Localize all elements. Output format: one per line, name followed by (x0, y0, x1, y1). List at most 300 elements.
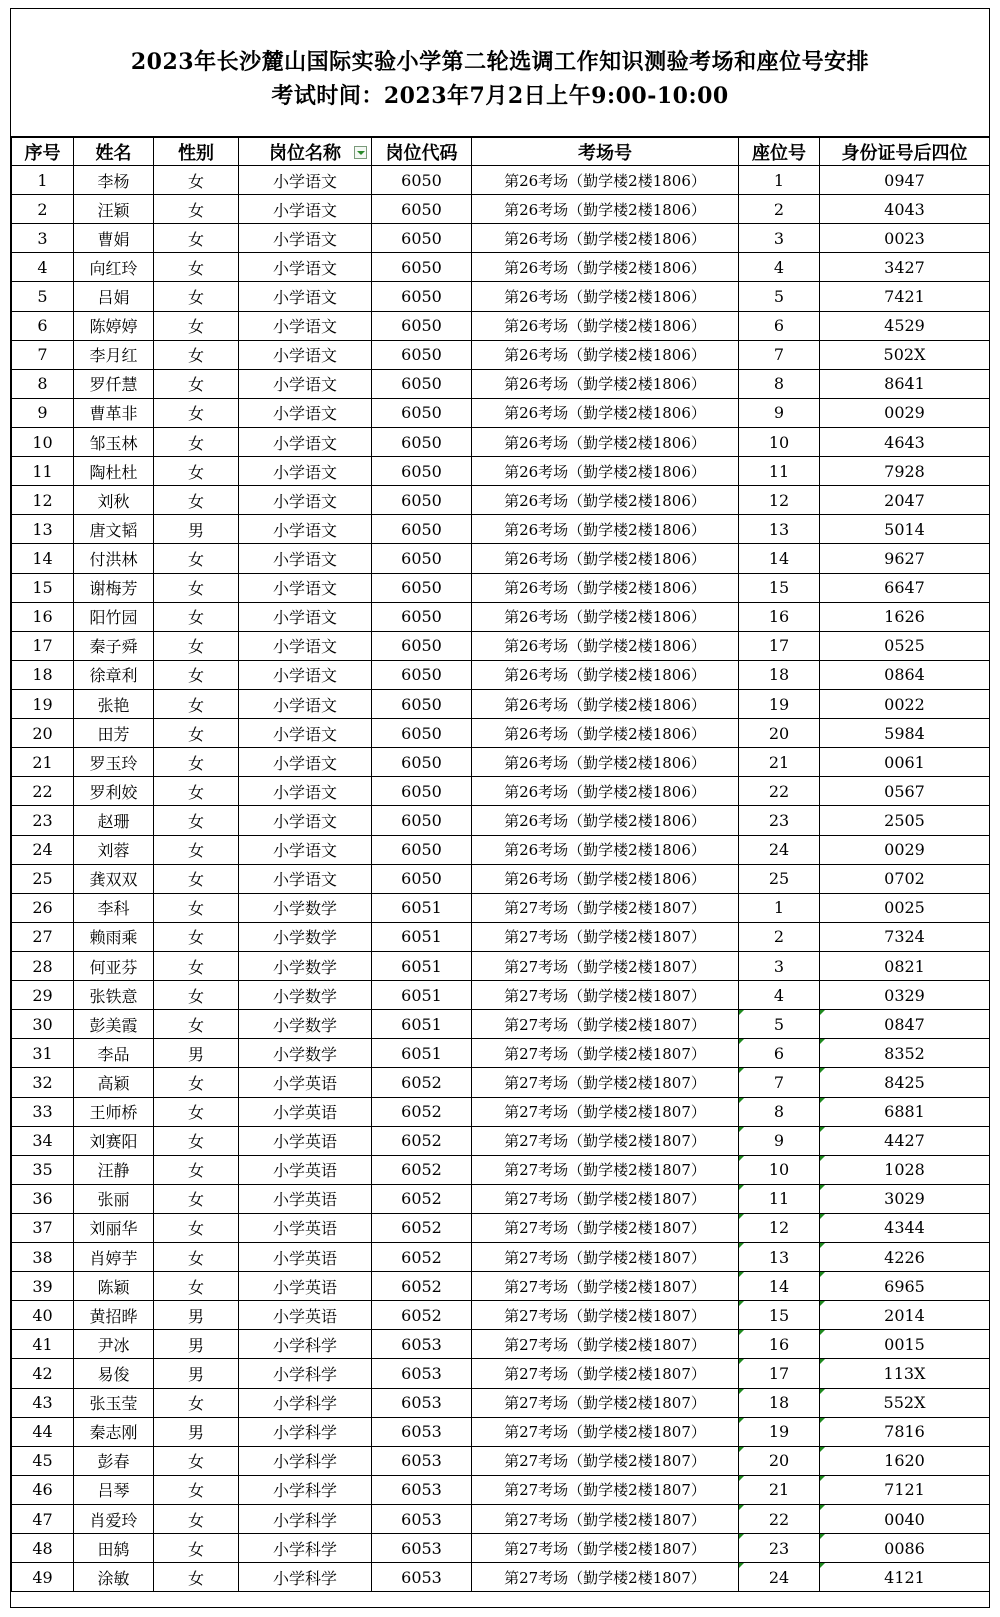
cell-position-code: 6050 (372, 806, 472, 835)
cell-gender: 女 (154, 1563, 239, 1592)
spreadsheet-sheet (10, 8, 990, 1608)
table-row (12, 1388, 990, 1417)
cell-position-code: 6050 (372, 777, 472, 806)
cell-id-last-four: 0821 (820, 951, 990, 980)
cell-id-last-four: 113X (820, 1359, 990, 1388)
cell-name: 陶杜杜 (74, 457, 154, 486)
cell-name: 田鸫 (74, 1534, 154, 1563)
cell-name: 田芳 (74, 719, 154, 748)
cell-seq: 22 (12, 777, 74, 806)
cell-position-code: 6050 (372, 748, 472, 777)
cell-id-last-four: 2047 (820, 486, 990, 515)
cell-position-code: 6050 (372, 515, 472, 544)
cell-position-code: 6050 (372, 602, 472, 631)
cell-seq: 35 (12, 1155, 74, 1184)
cell-seq: 8 (12, 369, 74, 398)
cell-position-name: 小学语文 (239, 253, 372, 282)
cell-position-name: 小学科学 (239, 1330, 372, 1359)
cell-position-code: 6053 (372, 1330, 472, 1359)
cell-id-last-four: 0025 (820, 893, 990, 922)
cell-id-last-four: 5014 (820, 515, 990, 544)
cell-position-name: 小学数学 (239, 951, 372, 980)
table-row (12, 922, 990, 951)
cell-position-code: 6050 (372, 835, 472, 864)
header-name: 姓名 (74, 138, 154, 166)
cell-exam-room: 第27考场（勤学楼2楼1807） (472, 1126, 739, 1155)
cell-gender: 女 (154, 777, 239, 806)
cell-seq: 27 (12, 922, 74, 951)
cell-position-name: 小学语文 (239, 398, 372, 427)
cell-name: 陈颖 (74, 1272, 154, 1301)
cell-position-code: 6051 (372, 922, 472, 951)
cell-seq: 5 (12, 282, 74, 311)
cell-seat-number: 23 (739, 1534, 820, 1563)
cell-id-last-four: 8641 (820, 369, 990, 398)
cell-seq: 21 (12, 748, 74, 777)
cell-seat-number: 21 (739, 1475, 820, 1504)
cell-position-name: 小学数学 (239, 1039, 372, 1068)
cell-position-code: 6051 (372, 1039, 472, 1068)
cell-seat-number: 6 (739, 311, 820, 340)
cell-name: 刘赛阳 (74, 1126, 154, 1155)
cell-position-code: 6050 (372, 340, 472, 369)
header-seq: 序号 (12, 138, 74, 166)
cell-position-name: 小学语文 (239, 835, 372, 864)
cell-exam-room: 第26考场（勤学楼2楼1806） (472, 166, 739, 195)
table-row (12, 660, 990, 689)
cell-name: 汪静 (74, 1155, 154, 1184)
cell-id-last-four: 4226 (820, 1243, 990, 1272)
cell-position-code: 6052 (372, 1155, 472, 1184)
cell-id-last-four: 6965 (820, 1272, 990, 1301)
cell-name: 张铁意 (74, 981, 154, 1010)
cell-position-code: 6050 (372, 166, 472, 195)
cell-position-code: 6050 (372, 660, 472, 689)
cell-id-last-four: 7816 (820, 1417, 990, 1446)
table-row (12, 486, 990, 515)
cell-exam-room: 第27考场（勤学楼2楼1807） (472, 1301, 739, 1330)
cell-position-code: 6051 (372, 1010, 472, 1039)
cell-exam-room: 第27考场（勤学楼2楼1807） (472, 951, 739, 980)
cell-position-name: 小学语文 (239, 719, 372, 748)
cell-gender: 男 (154, 1330, 239, 1359)
cell-seq: 9 (12, 398, 74, 427)
cell-position-name: 小学英语 (239, 1301, 372, 1330)
cell-seat-number: 22 (739, 1505, 820, 1534)
cell-gender: 男 (154, 1301, 239, 1330)
cell-seat-number: 18 (739, 660, 820, 689)
cell-exam-room: 第27考场（勤学楼2楼1807） (472, 1010, 739, 1039)
cell-position-code: 6051 (372, 893, 472, 922)
cell-gender: 女 (154, 253, 239, 282)
table-row (12, 1534, 990, 1563)
cell-position-code: 6053 (372, 1534, 472, 1563)
cell-seat-number: 20 (739, 719, 820, 748)
cell-gender: 女 (154, 864, 239, 893)
cell-id-last-four: 6647 (820, 573, 990, 602)
table-row (12, 427, 990, 456)
title-block (11, 9, 989, 137)
cell-seq: 36 (12, 1184, 74, 1213)
cell-exam-room: 第27考场（勤学楼2楼1807） (472, 1068, 739, 1097)
seating-table (11, 137, 990, 1592)
cell-name: 赵珊 (74, 806, 154, 835)
cell-seat-number: 9 (739, 1126, 820, 1155)
cell-seq: 45 (12, 1446, 74, 1475)
cell-position-code: 6050 (372, 544, 472, 573)
table-row (12, 1039, 990, 1068)
cell-position-code: 6053 (372, 1475, 472, 1504)
cell-exam-room: 第27考场（勤学楼2楼1807） (472, 1388, 739, 1417)
cell-exam-room: 第26考场（勤学楼2楼1806） (472, 573, 739, 602)
cell-id-last-four: 3029 (820, 1184, 990, 1213)
table-row (12, 631, 990, 660)
header-id-last-four: 身份证号后四位 (820, 138, 990, 166)
cell-exam-room: 第27考场（勤学楼2楼1807） (472, 1213, 739, 1242)
cell-seat-number: 12 (739, 486, 820, 515)
cell-gender: 女 (154, 1184, 239, 1213)
cell-exam-room: 第26考场（勤学楼2楼1806） (472, 806, 739, 835)
cell-exam-room: 第27考场（勤学楼2楼1807） (472, 1184, 739, 1213)
cell-seat-number: 18 (739, 1388, 820, 1417)
cell-name: 赖雨乘 (74, 922, 154, 951)
cell-seq: 34 (12, 1126, 74, 1155)
cell-gender: 女 (154, 1097, 239, 1126)
cell-position-name: 小学语文 (239, 195, 372, 224)
cell-position-name: 小学科学 (239, 1563, 372, 1592)
cell-id-last-four: 4344 (820, 1213, 990, 1242)
cell-gender: 女 (154, 1475, 239, 1504)
cell-seq: 47 (12, 1505, 74, 1534)
cell-name: 李月红 (74, 340, 154, 369)
cell-name: 李品 (74, 1039, 154, 1068)
cell-name: 易俊 (74, 1359, 154, 1388)
cell-name: 罗仟慧 (74, 369, 154, 398)
cell-position-code: 6051 (372, 951, 472, 980)
cell-seat-number: 6 (739, 1039, 820, 1068)
cell-seat-number: 15 (739, 1301, 820, 1330)
cell-seat-number: 5 (739, 1010, 820, 1039)
cell-gender: 女 (154, 1505, 239, 1534)
table-row (12, 981, 990, 1010)
cell-position-code: 6053 (372, 1417, 472, 1446)
cell-seat-number: 10 (739, 1155, 820, 1184)
cell-id-last-four: 0947 (820, 166, 990, 195)
cell-position-code: 6050 (372, 689, 472, 718)
table-row (12, 1563, 990, 1592)
cell-position-code: 6050 (372, 398, 472, 427)
cell-name: 张玉莹 (74, 1388, 154, 1417)
cell-name: 龚双双 (74, 864, 154, 893)
page-title: 2023年长沙麓山国际实验小学第二轮选调工作知识测验考场和座位号安排 (130, 49, 870, 75)
cell-seq: 19 (12, 689, 74, 718)
cell-position-code: 6050 (372, 253, 472, 282)
cell-position-code: 6052 (372, 1184, 472, 1213)
cell-position-code: 6050 (372, 573, 472, 602)
cell-position-code: 6050 (372, 224, 472, 253)
table-row (12, 864, 990, 893)
cell-exam-room: 第26考场（勤学楼2楼1806） (472, 253, 739, 282)
table-row (12, 224, 990, 253)
cell-gender: 女 (154, 1243, 239, 1272)
cell-seq: 11 (12, 457, 74, 486)
cell-exam-room: 第26考场（勤学楼2楼1806） (472, 660, 739, 689)
cell-name: 唐文韬 (74, 515, 154, 544)
cell-position-code: 6053 (372, 1446, 472, 1475)
cell-gender: 女 (154, 166, 239, 195)
cell-seq: 2 (12, 195, 74, 224)
cell-name: 罗利姣 (74, 777, 154, 806)
cell-seat-number: 8 (739, 1097, 820, 1126)
header-exam-room: 考场号 (472, 138, 739, 166)
cell-id-last-four: 4427 (820, 1126, 990, 1155)
cell-seq: 4 (12, 253, 74, 282)
cell-seq: 23 (12, 806, 74, 835)
cell-seq: 41 (12, 1330, 74, 1359)
cell-seq: 43 (12, 1388, 74, 1417)
cell-id-last-four: 0023 (820, 224, 990, 253)
cell-name: 黄招晔 (74, 1301, 154, 1330)
cell-seat-number: 24 (739, 835, 820, 864)
table-row (12, 573, 990, 602)
cell-name: 汪颖 (74, 195, 154, 224)
cell-gender: 女 (154, 631, 239, 660)
table-row (12, 1330, 990, 1359)
cell-seq: 44 (12, 1417, 74, 1446)
cell-position-name: 小学英语 (239, 1272, 372, 1301)
cell-seat-number: 5 (739, 282, 820, 311)
cell-gender: 女 (154, 1213, 239, 1242)
table-row (12, 1097, 990, 1126)
header-position-name[interactable] (239, 138, 372, 166)
cell-exam-room: 第26考场（勤学楼2楼1806） (472, 398, 739, 427)
exam-time-subtitle: 考试时间：2023年7月2日上午9:00-10:00 (271, 83, 729, 109)
cell-id-last-four: 0015 (820, 1330, 990, 1359)
cell-position-name: 小学语文 (239, 427, 372, 456)
cell-gender: 女 (154, 195, 239, 224)
cell-id-last-four: 8425 (820, 1068, 990, 1097)
table-row (12, 340, 990, 369)
cell-seat-number: 16 (739, 602, 820, 631)
cell-name: 秦志刚 (74, 1417, 154, 1446)
cell-position-name: 小学科学 (239, 1388, 372, 1417)
cell-id-last-four: 0525 (820, 631, 990, 660)
cell-seq: 30 (12, 1010, 74, 1039)
cell-position-name: 小学英语 (239, 1213, 372, 1242)
cell-seat-number: 3 (739, 951, 820, 980)
cell-name: 刘丽华 (74, 1213, 154, 1242)
table-row (12, 457, 990, 486)
cell-name: 吕琴 (74, 1475, 154, 1504)
cell-name: 李科 (74, 893, 154, 922)
cell-seq: 49 (12, 1563, 74, 1592)
cell-seat-number: 2 (739, 922, 820, 951)
cell-seat-number: 1 (739, 893, 820, 922)
cell-seat-number: 2 (739, 195, 820, 224)
cell-id-last-four: 1620 (820, 1446, 990, 1475)
cell-seq: 14 (12, 544, 74, 573)
cell-exam-room: 第26考场（勤学楼2楼1806） (472, 719, 739, 748)
cell-seq: 42 (12, 1359, 74, 1388)
cell-position-name: 小学语文 (239, 457, 372, 486)
cell-exam-room: 第26考场（勤学楼2楼1806） (472, 486, 739, 515)
cell-position-name: 小学语文 (239, 282, 372, 311)
cell-exam-room: 第26考场（勤学楼2楼1806） (472, 195, 739, 224)
cell-id-last-four: 2014 (820, 1301, 990, 1330)
cell-exam-room: 第26考场（勤学楼2楼1806） (472, 631, 739, 660)
cell-seq: 33 (12, 1097, 74, 1126)
cell-gender: 女 (154, 427, 239, 456)
cell-exam-room: 第27考场（勤学楼2楼1807） (472, 1475, 739, 1504)
cell-seq: 17 (12, 631, 74, 660)
cell-position-name: 小学语文 (239, 369, 372, 398)
table-row (12, 398, 990, 427)
cell-position-code: 6050 (372, 486, 472, 515)
cell-seat-number: 1 (739, 166, 820, 195)
cell-seat-number: 3 (739, 224, 820, 253)
cell-id-last-four: 8352 (820, 1039, 990, 1068)
cell-position-code: 6052 (372, 1243, 472, 1272)
cell-id-last-four: 0847 (820, 1010, 990, 1039)
cell-gender: 女 (154, 1068, 239, 1097)
header-seat-number: 座位号 (739, 138, 820, 166)
cell-gender: 男 (154, 1039, 239, 1068)
cell-name: 邹玉林 (74, 427, 154, 456)
cell-name: 向红玲 (74, 253, 154, 282)
cell-name: 王师桥 (74, 1097, 154, 1126)
header-row (12, 138, 990, 166)
cell-position-code: 6052 (372, 1272, 472, 1301)
cell-position-name: 小学英语 (239, 1184, 372, 1213)
cell-exam-room: 第26考场（勤学楼2楼1806） (472, 835, 739, 864)
cell-seq: 16 (12, 602, 74, 631)
cell-exam-room: 第26考场（勤学楼2楼1806） (472, 777, 739, 806)
cell-id-last-four: 7324 (820, 922, 990, 951)
cell-position-code: 6052 (372, 1068, 472, 1097)
table-row (12, 282, 990, 311)
cell-seq: 10 (12, 427, 74, 456)
cell-position-name: 小学语文 (239, 544, 372, 573)
cell-gender: 女 (154, 1155, 239, 1184)
cell-name: 张艳 (74, 689, 154, 718)
cell-seat-number: 19 (739, 689, 820, 718)
cell-seat-number: 21 (739, 748, 820, 777)
table-row (12, 166, 990, 195)
cell-position-code: 6052 (372, 1301, 472, 1330)
cell-name: 张丽 (74, 1184, 154, 1213)
cell-gender: 女 (154, 398, 239, 427)
cell-gender: 女 (154, 486, 239, 515)
cell-position-code: 6053 (372, 1563, 472, 1592)
cell-seat-number: 16 (739, 1330, 820, 1359)
cell-gender: 女 (154, 573, 239, 602)
cell-gender: 女 (154, 602, 239, 631)
cell-exam-room: 第26考场（勤学楼2楼1806） (472, 544, 739, 573)
cell-seat-number: 13 (739, 515, 820, 544)
cell-seat-number: 25 (739, 864, 820, 893)
cell-seat-number: 4 (739, 981, 820, 1010)
cell-seat-number: 8 (739, 369, 820, 398)
cell-position-code: 6050 (372, 457, 472, 486)
cell-seat-number: 20 (739, 1446, 820, 1475)
cell-position-code: 6050 (372, 195, 472, 224)
cell-id-last-four: 0029 (820, 398, 990, 427)
table-row (12, 777, 990, 806)
cell-gender: 女 (154, 1010, 239, 1039)
cell-exam-room: 第27考场（勤学楼2楼1807） (472, 1417, 739, 1446)
cell-gender: 女 (154, 951, 239, 980)
cell-id-last-four: 0086 (820, 1534, 990, 1563)
cell-seat-number: 4 (739, 253, 820, 282)
cell-id-last-four: 0567 (820, 777, 990, 806)
cell-name: 曹娟 (74, 224, 154, 253)
cell-position-name: 小学科学 (239, 1505, 372, 1534)
cell-id-last-four: 0329 (820, 981, 990, 1010)
cell-seq: 7 (12, 340, 74, 369)
cell-id-last-four: 6881 (820, 1097, 990, 1126)
cell-seat-number: 17 (739, 1359, 820, 1388)
cell-id-last-four: 4043 (820, 195, 990, 224)
cell-exam-room: 第27考场（勤学楼2楼1807） (472, 1272, 739, 1301)
cell-position-name: 小学英语 (239, 1126, 372, 1155)
cell-position-name: 小学语文 (239, 806, 372, 835)
cell-seq: 24 (12, 835, 74, 864)
header-position-code: 岗位代码 (372, 138, 472, 166)
cell-position-name: 小学科学 (239, 1359, 372, 1388)
cell-gender: 女 (154, 340, 239, 369)
cell-position-name: 小学数学 (239, 922, 372, 951)
cell-gender: 男 (154, 515, 239, 544)
table-row (12, 806, 990, 835)
cell-exam-room: 第27考场（勤学楼2楼1807） (472, 1505, 739, 1534)
cell-seq: 28 (12, 951, 74, 980)
filter-dropdown-icon[interactable] (354, 146, 367, 159)
cell-position-name: 小学语文 (239, 311, 372, 340)
cell-seat-number: 7 (739, 340, 820, 369)
table-row (12, 1272, 990, 1301)
cell-exam-room: 第27考场（勤学楼2楼1807） (472, 1155, 739, 1184)
cell-position-name: 小学语文 (239, 748, 372, 777)
cell-exam-room: 第27考场（勤学楼2楼1807） (472, 922, 739, 951)
cell-name: 秦子舜 (74, 631, 154, 660)
cell-name: 肖婷芋 (74, 1243, 154, 1272)
cell-exam-room: 第26考场（勤学楼2楼1806） (472, 311, 739, 340)
cell-seq: 29 (12, 981, 74, 1010)
cell-position-name: 小学语文 (239, 631, 372, 660)
cell-id-last-four: 2505 (820, 806, 990, 835)
table-row (12, 689, 990, 718)
cell-gender: 女 (154, 981, 239, 1010)
cell-position-code: 6053 (372, 1505, 472, 1534)
cell-seat-number: 22 (739, 777, 820, 806)
cell-gender: 女 (154, 457, 239, 486)
cell-position-code: 6050 (372, 719, 472, 748)
cell-exam-room: 第27考场（勤学楼2楼1807） (472, 981, 739, 1010)
cell-seat-number: 11 (739, 1184, 820, 1213)
cell-position-code: 6050 (372, 311, 472, 340)
cell-seq: 48 (12, 1534, 74, 1563)
cell-gender: 女 (154, 806, 239, 835)
cell-gender: 男 (154, 1417, 239, 1446)
cell-position-code: 6052 (372, 1097, 472, 1126)
cell-seq: 12 (12, 486, 74, 515)
cell-position-name: 小学英语 (239, 1155, 372, 1184)
cell-gender: 女 (154, 748, 239, 777)
cell-exam-room: 第26考场（勤学楼2楼1806） (472, 515, 739, 544)
cell-id-last-four: 0702 (820, 864, 990, 893)
cell-seq: 20 (12, 719, 74, 748)
cell-seq: 32 (12, 1068, 74, 1097)
